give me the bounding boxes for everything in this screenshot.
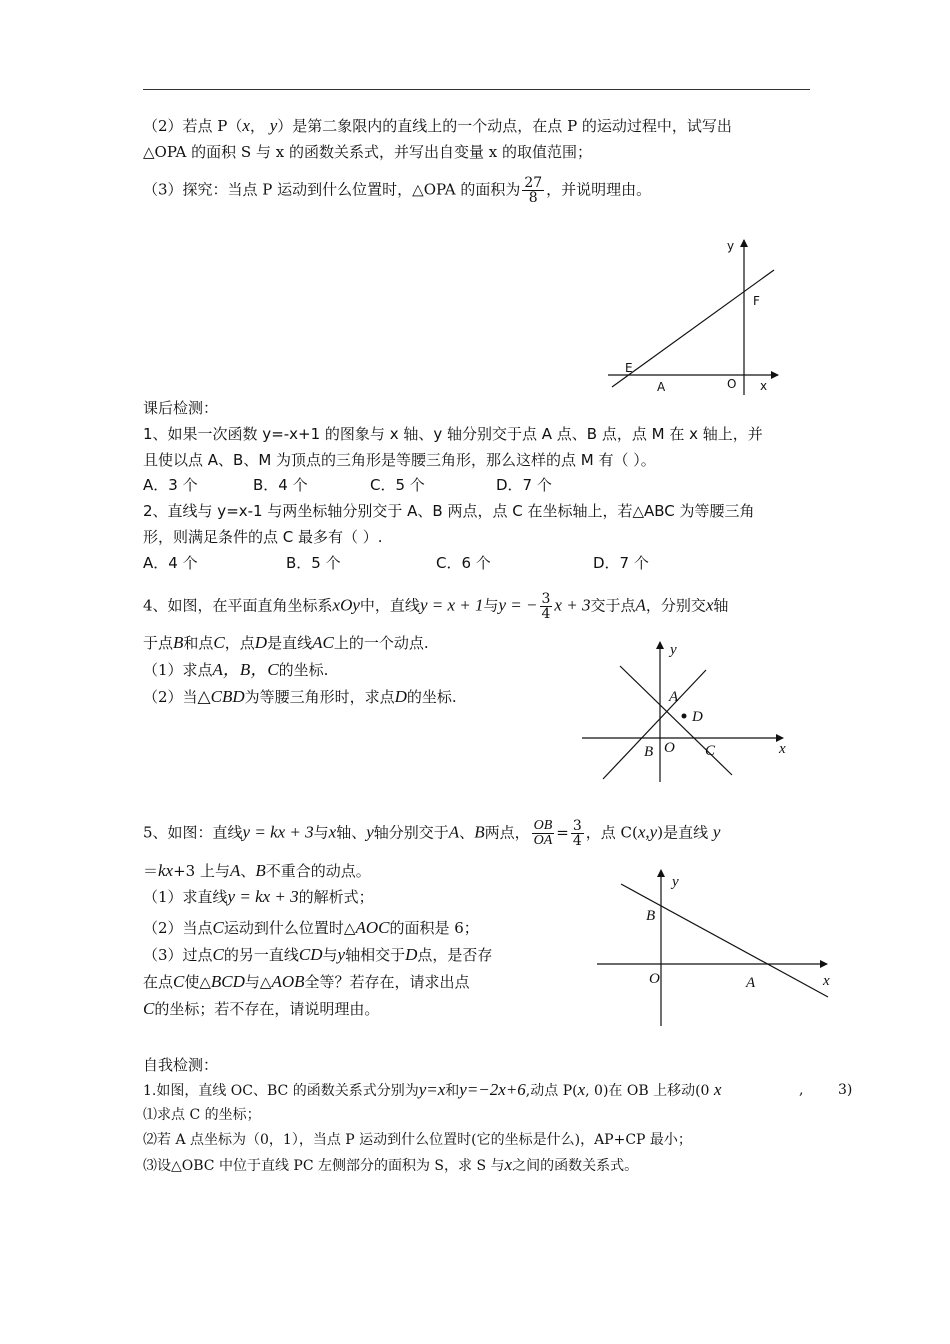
header-rule [143,89,810,90]
text: 、 [240,862,256,880]
figure-1-graph [600,230,790,400]
text: 1.如图，直线 OC、BC 的函数关系式分别为 [143,1083,419,1099]
frac-num: OB [533,818,553,833]
p2-line2: 形，则满足条件的点 C 最多有（ ）. [143,528,383,546]
math-y-eq-x: y=x [418,1080,446,1099]
text: 5、如图：直线 [143,823,243,842]
p5-sub3-line1 [143,945,492,965]
label-E: E [625,361,633,375]
p1-option-a: A．3 个 [143,476,198,494]
point-D [682,714,687,719]
label-y: y [727,239,735,253]
self-check-line1-comma: , [799,1082,804,1098]
self-check-line4 [143,1155,638,1176]
math-y: y [712,822,721,842]
p1-line2: 且使以点 A、B、M 为顶点的三角形是等腰三角形，那么这样的点 M 有（ ）。 [143,451,656,469]
label-D: D [692,709,703,725]
text: 、 [459,823,475,842]
text: （2）当点 [143,919,213,937]
p5-sub1 [143,887,374,907]
text: 与△ [244,973,272,991]
label-x: x [760,379,768,393]
text: （2）若点 P（ [143,117,243,135]
text: 与 [322,946,338,964]
math-kx: kx [158,861,174,880]
label-A: A [746,975,756,991]
math-AOC: AOC [355,918,390,937]
text: ,动点 P( [525,1083,578,1099]
label-x: x [779,741,786,757]
p4-sub1 [143,660,328,680]
p2-option-b: B．5 个 [286,554,341,572]
math-BCD: BCD [210,972,245,991]
p2-option-d: D．7 个 [593,554,649,572]
math-A: A [448,822,460,842]
text: 轴分别交于 [373,823,449,842]
text: 与 [483,596,499,615]
text: 4、如图，在平面直角坐标系 [143,596,333,615]
math-x: x [705,595,714,615]
math-C: C [212,945,224,964]
frac-den: OA [533,833,553,848]
text: （1）求直线 [143,888,228,906]
line-EF [612,270,774,387]
math-AOB: AOB [271,972,305,991]
math-D: D [254,633,268,652]
frac-den: 4 [572,833,582,849]
text: 中，直线 [359,596,420,615]
text: （3）过点 [143,946,213,964]
text: （3）探究：当点 P 运动到什么位置时，△OPA 的面积为 [143,180,521,199]
p5-sub3-line3 [143,999,379,1019]
figure-2-graph [578,636,798,786]
text: 不重合的动点。 [265,862,371,880]
math-C: C [213,633,225,652]
text: ＝ [143,862,159,880]
p5-line2 [143,861,371,881]
math-A: A [635,595,646,615]
text: 的另一直线 [223,946,299,964]
math-CBD: △CBD [197,687,245,706]
figure-3-graph [594,864,844,1030]
text: +3 上与 [173,862,230,880]
p5-sub2 [143,918,479,938]
math-AC: AC [312,633,334,652]
self-check-heading: 自我检测： [143,1056,219,1074]
text: ， [249,117,265,135]
math-x: x [713,1080,722,1099]
problem-q2-line2: △OPA 的面积 S 与 x 的函数关系式，并写出自变量 x 的取值范围； [143,143,592,161]
text: 运动到什么位置时△ [223,919,356,937]
text: （1）求点 [143,661,213,679]
text: 两点， [484,823,530,842]
math-y: y [269,116,278,135]
frac-num: 3 [541,591,551,607]
p4-line1 [143,592,728,621]
problem-q2-line1 [143,116,732,136]
math-C: C [143,999,155,1018]
p1-option-d: D．7 个 [496,476,552,494]
p5-sub3-line2 [143,972,470,992]
math-eq: y = kx + 3 [242,822,314,842]
math-B: B [255,861,266,880]
text: 于点 [143,634,174,652]
p5-line1 [143,819,720,848]
text: ⑶设△OBC 中位于直线 PC 左侧部分的面积为 S，求 S 与 [143,1158,505,1174]
p2-line1: 2、直线与 y=x-1 与两坐标轴分别交于 A、B 两点，点 C 在坐标轴上，若△ABC 为等腰三角 [143,502,755,520]
math-eq1: y = x + 1 [419,595,484,615]
fraction-3-4 [540,592,553,621]
math-eq2-lhs: y = − [498,595,538,615]
math-D: D [394,687,407,706]
p2-option-a: A．4 个 [143,554,198,572]
text: = [556,823,569,842]
after-class-heading: 课后检测： [143,399,219,417]
label-B: B [644,744,654,760]
p1-line1: 1、如果一次函数 y=-x+1 的图象与 x 轴、y 轴分别交于点 A 点、B 点，点 M 在 x 轴上，并 [143,425,763,443]
label-A: A [657,380,666,394]
text: )是直线 [657,823,709,842]
math-eq2-rhs: x + 3 [554,595,591,615]
p4-sub2 [143,687,457,707]
p1-option-c: C．5 个 [370,476,425,494]
p1-option-b: B．4 个 [253,476,308,494]
text: 交于点 [590,596,636,615]
math-C: C [173,972,185,991]
text: 的坐标；若不存在，请说明理由。 [154,1000,380,1018]
label-y: y [670,642,677,658]
text: 的解析式； [298,888,374,906]
math-eq: y = kx + 3 [227,887,299,906]
text: （2）当 [143,688,198,706]
text: 是直线 [267,634,313,652]
label-C: C [705,743,716,759]
math-y-eq-neg2x-plus6: y=−2x+6 [459,1080,526,1099]
text: 轴 [713,596,729,615]
text: 的面积是 6； [389,919,479,937]
text: ，并说明理由。 [546,180,652,199]
text: , 0)在 OB 上移动(0 [585,1083,710,1099]
label-F: F [753,294,760,308]
frac-den: 4 [541,606,551,622]
self-check-line1 [143,1080,721,1101]
math-y: y [366,822,374,842]
text: ，点 C( [585,823,638,842]
text: 使△ [184,973,211,991]
text: ，分别交 [645,596,706,615]
self-check-line1-end: 3) [838,1082,853,1098]
p4-line2 [143,633,429,653]
math-B: B [173,633,184,652]
frac-den: 8 [528,190,538,206]
fraction-27-8 [522,176,544,205]
label-O: O [664,740,675,756]
text: 上的一个动点. [333,634,429,652]
text: 在点 [143,973,174,991]
p2-option-c: C．6 个 [436,554,491,572]
math-xoy: xOy [332,595,360,615]
label-B: B [646,908,656,924]
math-C: C [212,918,224,937]
math-A: A [230,861,241,880]
math-x: x [242,116,250,135]
math-x: x [504,1155,513,1174]
text: ）是第二象限内的直线上的一个动点，在点 P 的运动过程中，试写出 [277,117,732,135]
math-x: x [328,822,337,842]
label-x: x [823,973,830,989]
math-x: x [577,1080,586,1099]
text: 之间的函数关系式。 [512,1158,639,1174]
text: 的坐标. [278,661,329,679]
math-B: B [474,822,485,842]
fraction-OB-OA [532,819,555,848]
label-O: O [649,971,660,987]
text: 的坐标. [406,688,457,706]
math-CD: CD [298,945,323,964]
line-y-eq-x-plus-1 [603,670,706,779]
text: 轴相交于 [345,946,406,964]
math-ABC: A，B，C [212,660,279,679]
text: ，点 [224,634,255,652]
math-xy: x,y [637,822,658,842]
label-y: y [672,874,679,890]
text: 轴、 [336,823,367,842]
text: 为等腰三角形时，求点 [244,688,395,706]
self-check-line2: ⑴求点 C 的坐标； [143,1107,261,1123]
fraction-3-4 [571,819,584,848]
math-D: D [405,945,418,964]
math-y: y [337,945,346,964]
text: 与 [313,823,329,842]
frac-num: 3 [572,818,582,834]
label-O: O [727,377,737,391]
frac-num: 27 [524,175,543,191]
text: 全等？若存在，请求出点 [304,973,470,991]
label-A: A [669,689,679,705]
text: 和 [445,1083,460,1099]
text: 点，是否存 [417,946,493,964]
text: 和点 [183,634,214,652]
line-y-eq-neg-3-4x-plus-3 [620,666,732,775]
problem-q3 [143,176,651,205]
self-check-line3: ⑵若 A 点坐标为（0，1），当点 P 运动到什么位置时(它的坐标是什么)，AP+CP 最小； [143,1132,692,1148]
